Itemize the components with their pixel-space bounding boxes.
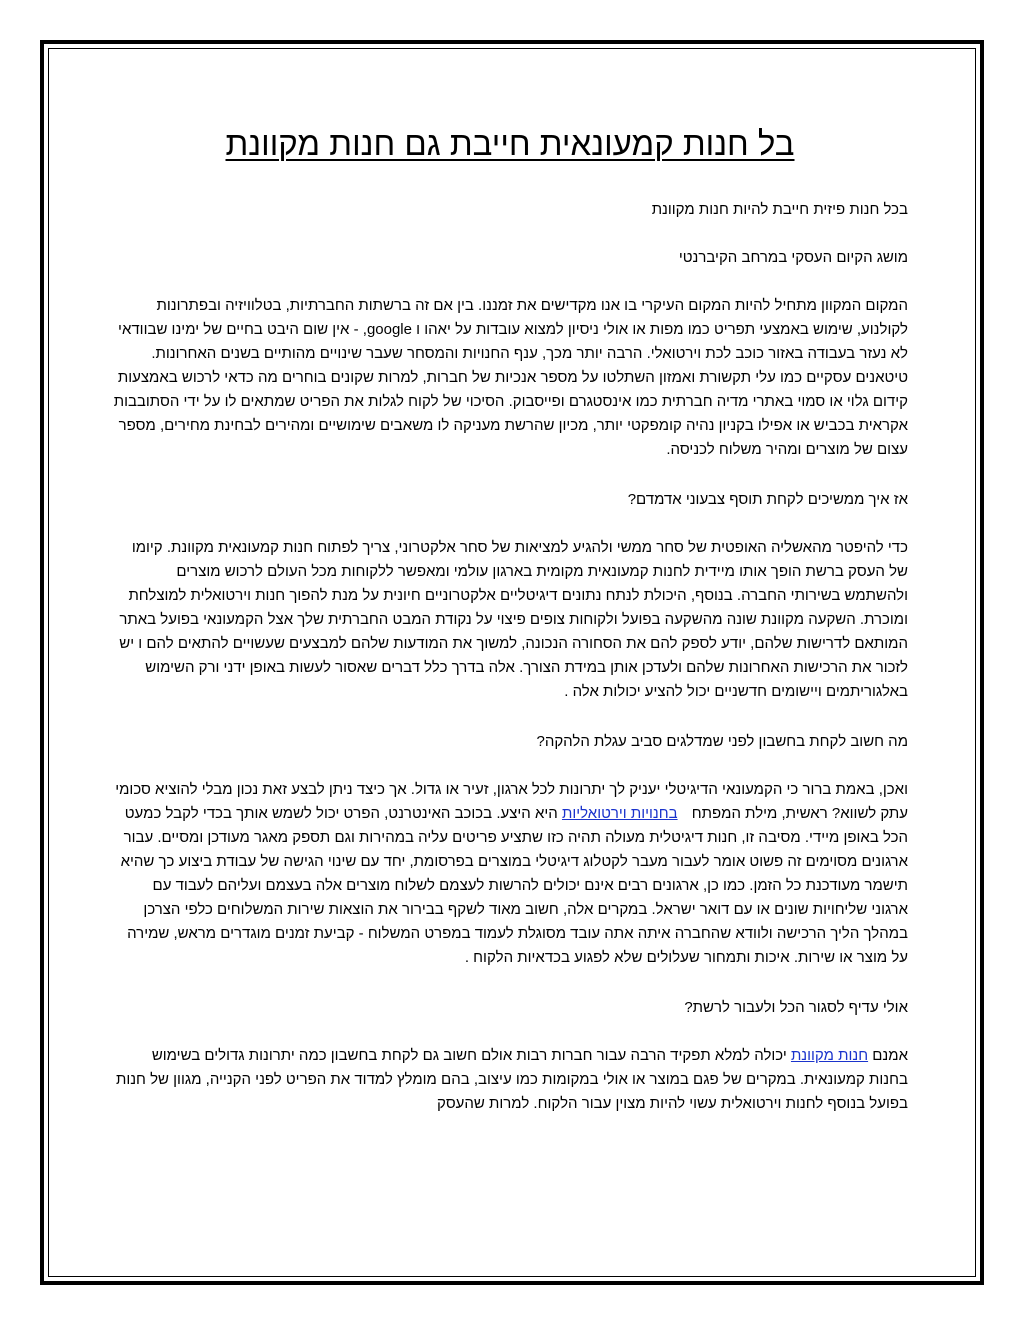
paragraph-3-rest: היא היצע. בכוכב האינטרנט, הפרט יכול לשמש אותך בכדי לקבל כמעט הכל באופן מיידי. מסיבה זו, חנות דיגיטלית מעולה תהיה כזו שתציע פריטים עליה במהירות וגם תספק מאגר מעודכן ומסיים. עבור ארגונים מסוימים זה פשוט אומר לעבור מעבר לקטלוג דיגיטלי במוצרים בפרסומת, יחד עם שינוי הגישה של עבודת ביצוע כך שהיא תישמר מעודכנת כל הזמן. כמו כן, ארגונים רבים אינם יכולים להרשות לעצמם לשלוח מוצרים אלה בעצמם ועליהם לעבוד עם ארגוני שליחויות שונים או עם דואר ישראל. במקרים אלה, חשוב מאוד לשקף בבירור את הוצאות שירות המשלוחים כלפי הצרכן במהלך הליך הרכישה ולוודא שהחברה איתה אתה עובד מסוגלת לעמוד במפרט המשלוח - קביעת זמנים מוגדרים מראש, שמירה על מוצר או שירות. איכות ותמחור שעלולים שלא לפגוע בכדאיות הלקוח . — [120, 805, 908, 966]
paragraph-4 — [112, 1044, 908, 1116]
paragraph-4-rest: יכולה למלא תפקיד הרבה עבור חברות רבות אולם חשוב גם לקחת בחשבון כמה יתרונות גדולים בשימוש בחנות קמעונאית. במקרים של פגם במוצר או אולי במקומות כמו עיצוב, בהם מומלץ למדוד את הפריט לפני הקנייה, מגוון של חנות בפועל בנוסף לחנות וירטואלית עשוי להיות מצוין עבור הלקוח. למרות שהעסק — [115, 1047, 908, 1112]
paragraph-2: כדי להיפטר מהאשליה האופטית של סחר ממשי ולהגיע למציאות של סחר אלקטרוני, צריך לפתוח חנות קמעונאית מקוונת. קיומו של העסק ברשת הופך אותו מיידית לחנות קמעונאית מקומית בארגון עולמי ומאפשר ללקוחות מכל העולם לרכוש מוצרים ולהשתמש בשירותי החברה. בנוסף, היכולת לנתח נתונים דיגיטליים אלקטרוניים חיונית על מנת להפוך חנות וירטואלית למוצלחת ומוכרת. השקעה מקוונת שונה מהשקעה בפועל ולקוחות צופים פיצוי על נקודת המבט החברתית שלך אצל הקמעונאי בפועל באתר המותאם לדרישות שלהם, יודע לספק להם את הסחורה הנכונה, למשוך את המודעות שלהם למבצעים שעשויים להתאים להם ו יש לזכור את הרכישות האחרונות שלהם ולעדכן אותן במידת הצורך. אלה בדרך כלל דברים שאסור לעשות באופן ידני ורק השימוש באלגוריתמים ויישומים חדשניים יכול להציע יכולות אלה . — [119, 539, 908, 700]
section-heading-5: אולי עדיף לסגור הכל ולעבור לרשת? — [684, 999, 908, 1016]
document-title: בל חנות קמעונאית חייבת גם חנות מקוונת — [225, 125, 795, 162]
online-store-link[interactable]: חנות מקוונת — [790, 1047, 869, 1064]
paragraph-3 — [112, 778, 908, 970]
section-heading-2: מושג הקיום העסקי במרחב הקיברנטי — [678, 249, 908, 266]
section-heading-1: בכל חנות פיזית חייבת להיות חנות מקוונת — [651, 201, 908, 218]
virtual-stores-link[interactable]: בחנויות וירטואליות — [561, 805, 678, 822]
paragraph-1: המקום המקוון מתחיל להיות המקום העיקרי בו אנו מקדישים את זמננו. בין אם זה ברשתות החברתיות, בטלוויזיה ובפתרונות לקולנוע, שימוש באמצעי תפריט כמו מפות או אולי ניסיון למצוא עובדות על יאהו ו google, - אין שום היבט בחיים של ימינו שבוודאי לא נעזר בעבודה באזור כוכב לכת וירטואלי. הרבה יותר מכך, ענף החנויות והמסחר שעבר שינויים מהותיים בשנים האחרונות. טיטאנים עסקיים כמו עלי תקשורת ואמזון השתלטו על מספר אנכיות של חברות, למרות שקונים בוחרים מה כדאי לרכוש באמצעות קידום גלוי או סמוי באתרי מדיה חברתית כמו אינסטגרם ופייסבוק. הסיכוי של לקוח לגלות את הפריט שמתאים לו על ידי הסתובבות אקראית בכביש או אפילו בקניון נהיה קומפקטי יותר, מכיון שהרשת מעניקה לו משאבים שימושיים ומהירים לבחינת מחירים, מספר עצום של מוצרים ומהיר משלוח לכניסה. — [113, 297, 908, 458]
paragraph-3-start: ואכן, באמת ברור כי הקמעונאי הדיגיטלי יעניק לך יתרונות לכל ארגון, זעיר או גדול. אך כיצד ניתן לבצע זאת נכון מבלי להוציא סכומי עתק לשווא? ראשית, מילת המפתח — [115, 781, 908, 822]
section-heading-3: אז איך ממשיכים לקחת תוסף צבעוני אדמדם? — [627, 491, 908, 508]
document-page — [112, 100, 908, 1142]
paragraph-4-start: אמנם — [872, 1047, 908, 1064]
section-heading-4: מה חשוב לקחת בחשבון לפני שמדלגים סביב עגלת הלהקה? — [536, 733, 908, 750]
